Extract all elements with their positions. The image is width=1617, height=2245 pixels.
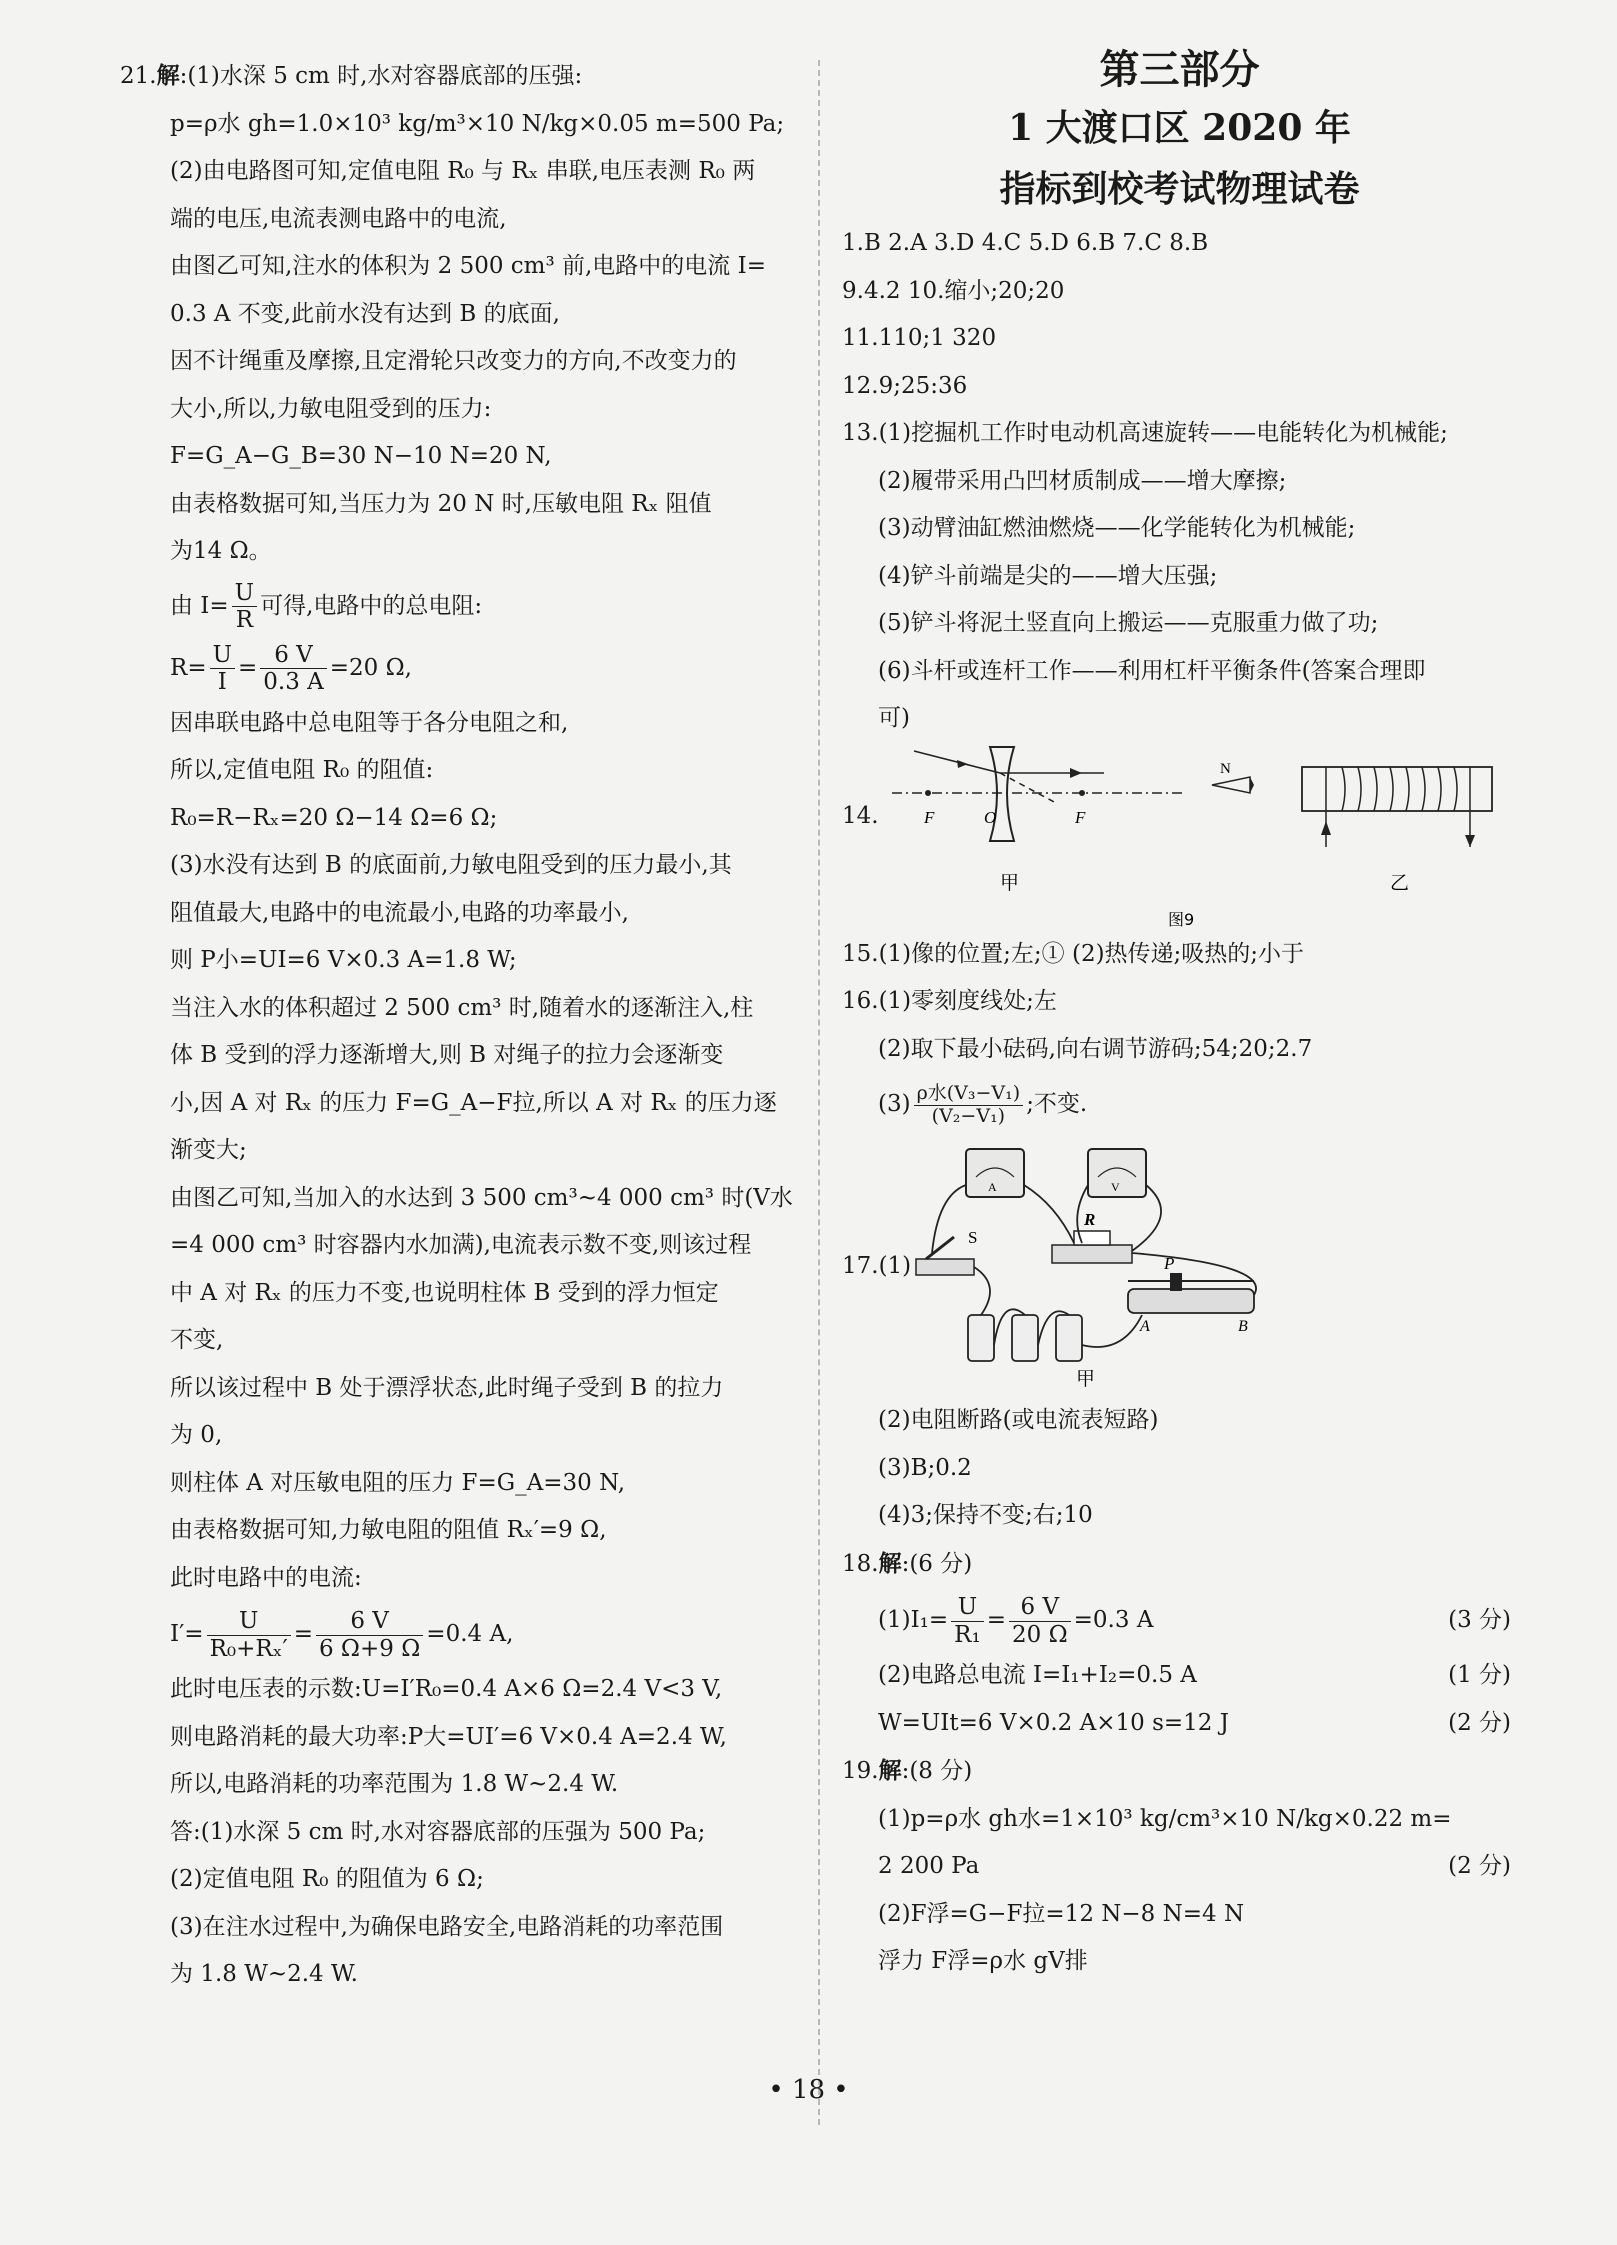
center-label: O <box>984 807 997 827</box>
text-line: 因不计绳重及摩擦,且定滑轮只改变力的方向,不改变力的 <box>170 348 737 374</box>
answer-line: 15.(1)像的位置;左;① (2)热传递;吸热的;小于 <box>842 940 1305 967</box>
answer-line: (4)3;保持不变;右;10 <box>878 1502 1093 1528</box>
compass-needle-tip <box>1250 777 1254 793</box>
incident-ray <box>914 751 1000 773</box>
answer-line: (3)动臂油缸燃油燃烧——化学能转化为机械能; <box>878 515 1356 541</box>
lens-diagram <box>842 743 1517 931</box>
formula-text: = <box>237 654 258 681</box>
formula-text: =0.3 A <box>1073 1607 1154 1633</box>
figure-caption: 图9 <box>1168 909 1195 929</box>
denominator: R₁ <box>954 1621 981 1648</box>
formula-text: =0.4 A, <box>426 1621 514 1647</box>
formula-text: = <box>293 1621 313 1647</box>
question-number: 17.(1) <box>842 1253 912 1279</box>
formula-text: W=UIt=6 V×0.2 A×10 s=12 J <box>878 1709 1229 1736</box>
exam-title-line1: 1 大渡口区 2020 年 <box>1008 107 1351 149</box>
formula-line <box>842 1073 1517 1135</box>
answer-line: (1)p=ρ水 gh水=1×10³ kg/cm³×10 N/kg×0.22 m= <box>878 1805 1452 1832</box>
resistor-label: R <box>1084 1210 1096 1229</box>
terminal-label: B <box>1238 1318 1248 1335</box>
text-line: :(1)水深 5 cm 时,水对容器底部的压强: <box>179 63 583 89</box>
numerator: U <box>951 1594 984 1621</box>
text-line: 则柱体 A 对压敏电阻的压力 F=G_A=30 N, <box>170 1469 626 1496</box>
points: (2 分) <box>1448 1853 1511 1879</box>
solenoid <box>1302 767 1492 811</box>
column-divider <box>818 60 820 2125</box>
current-arrow <box>1465 835 1475 847</box>
answer-line: (2)电阻断路(或电流表短路) <box>878 1407 1159 1433</box>
points: (1 分) <box>1448 1662 1511 1688</box>
figure-label: 甲 <box>1076 1368 1096 1390</box>
text-line: 由表格数据可知,力敏电阻的阻值 Rₓ′=9 Ω, <box>170 1517 607 1543</box>
numerator: 6 V <box>260 642 327 669</box>
circuit-diagram <box>842 1135 1517 1397</box>
answer-line: 可) <box>878 705 910 731</box>
answer-line: (4)铲斗前端是尖的——增大压强; <box>878 562 1218 589</box>
formula-text: =20 Ω, <box>329 654 412 681</box>
formula-text: (3) <box>878 1091 911 1117</box>
battery <box>1056 1315 1082 1361</box>
formula-line <box>842 1588 1517 1652</box>
ammeter-label: A <box>988 1180 997 1194</box>
question-number: 18. <box>842 1550 879 1577</box>
rheostat <box>1128 1289 1254 1313</box>
text-line: 答:(1)水深 5 cm 时,水对容器底部的压强为 500 Pa; <box>170 1818 706 1845</box>
text-line: 则 P小=UI=6 V×0.3 A=1.8 W; <box>170 947 517 973</box>
formula-text: 可得,电路中的总电阻: <box>260 592 483 619</box>
switch-label: S <box>968 1228 978 1247</box>
score-text: :(8 分) <box>901 1758 973 1784</box>
text-line: =4 000 cm³ 时容器内水加满),电流表示数不变,则该过程 <box>170 1232 752 1258</box>
figure-17 <box>842 1135 1517 1397</box>
text-line: 为14 Ω。 <box>170 538 272 564</box>
answer-line: (2)F浮=G−F拉=12 N−8 N=4 N <box>878 1900 1245 1927</box>
answer-line: 9.4.2 10.缩小;20;20 <box>842 277 1065 304</box>
text-line: 渐变大; <box>170 1137 247 1163</box>
numerator: 6 V <box>1009 1594 1071 1621</box>
formula-text: (1)I₁= <box>878 1607 949 1633</box>
text-line: (3)水没有达到 B 的底面前,力敏电阻受到的压力最小,其 <box>170 852 732 878</box>
terminal-label: A <box>1140 1318 1150 1335</box>
answer-line: 浮力 F浮=ρ水 gV排 <box>878 1948 1088 1974</box>
section-title: 第三部分 <box>1099 47 1260 93</box>
answer-line: 12.9;25:36 <box>842 372 968 399</box>
answer-line <box>842 1843 1517 1891</box>
question-number: 19. <box>842 1758 879 1784</box>
formula-text: ;不变. <box>1026 1091 1088 1117</box>
text-line: (2)定值电阻 R₀ 的阻值为 6 Ω; <box>170 1866 484 1892</box>
focus-point <box>925 790 931 796</box>
coil-windings <box>1326 767 1470 823</box>
denominator: 20 Ω <box>1012 1621 1068 1648</box>
slider-label: P <box>1164 1254 1175 1273</box>
points: (3 分) <box>1448 1607 1511 1633</box>
compass-needle <box>1212 777 1250 793</box>
voltmeter-label: V <box>1111 1180 1120 1194</box>
question-number: 21. <box>120 63 157 89</box>
text-line: 此时电压表的示数:U=I′R₀=0.4 A×6 Ω=2.4 V<3 V, <box>170 1676 723 1702</box>
numerator: ρ水(V₃−V₁) <box>914 1083 1024 1106</box>
numerator: 6 V <box>316 1608 423 1635</box>
solution-label: 解 <box>878 1549 902 1577</box>
figure-label: 乙 <box>1390 871 1410 894</box>
text-line: 所以,电路消耗的功率范围为 1.8 W~2.4 W. <box>170 1771 619 1797</box>
q19-header <box>842 1747 1517 1796</box>
answer-line: (2)取下最小砝码,向右调节游码;54;20;2.7 <box>878 1035 1313 1062</box>
answer-line: 16.(1)零刻度线处;左 <box>842 988 1057 1014</box>
numerator: U <box>232 580 257 607</box>
fraction <box>316 1608 423 1662</box>
fraction <box>210 642 235 696</box>
text-line: (3)在注水过程中,为确保电路安全,电路消耗的功率范围 <box>170 1913 724 1940</box>
answer-line: 13.(1)挖掘机工作时电动机高速旋转——电能转化为机械能; <box>842 420 1448 446</box>
current-arrow <box>1321 821 1331 835</box>
answer-line <box>842 1652 1517 1700</box>
answer-line <box>842 1700 1517 1748</box>
ray-arrow <box>1070 768 1082 778</box>
north-label: N <box>1220 760 1231 777</box>
denominator: (V₂−V₁) <box>931 1104 1006 1127</box>
fraction <box>232 580 257 634</box>
text-line: (2)由电路图可知,定值电阻 R₀ 与 Rₓ 串联,电压表测 R₀ 两 <box>170 158 756 184</box>
formula-text: R= <box>170 654 207 681</box>
right-column <box>842 47 1517 1986</box>
figure-label: 甲 <box>1000 871 1020 894</box>
text-line: 则电路消耗的最大功率:P大=UI′=6 V×0.4 A=2.4 W, <box>170 1723 727 1750</box>
rheostat-slider <box>1170 1273 1182 1291</box>
left-column <box>120 52 810 1999</box>
fraction <box>1009 1594 1071 1648</box>
q21-header <box>120 52 810 101</box>
text-line: 体 B 受到的浮力逐渐增大,则 B 对绳子的拉力会逐渐变 <box>170 1042 724 1068</box>
fraction <box>207 1608 291 1662</box>
score-text: :(6 分) <box>901 1550 973 1577</box>
text-line: 由表格数据可知,当压力为 20 N 时,压敏电阻 Rₓ 阻值 <box>170 490 712 517</box>
formula-text: (2)电路总电流 I=I₁+I₂=0.5 A <box>878 1662 1197 1688</box>
focus-point <box>1079 790 1085 796</box>
text-line: 中 A 对 Rₓ 的压力不变,也说明柱体 B 受到的浮力恒定 <box>170 1279 719 1306</box>
battery <box>968 1315 994 1361</box>
solution-label: 解 <box>156 62 180 89</box>
text-line: p=ρ水 gh=1.0×10³ kg/m³×10 N/kg×0.05 m=500 Pa; <box>170 110 785 137</box>
fraction <box>260 642 327 696</box>
answer-line: (2)履带采用凸凹材质制成——增大摩擦; <box>878 467 1287 494</box>
text-line: R₀=R−Rₓ=20 Ω−14 Ω=6 Ω; <box>170 804 498 831</box>
resistor-base <box>1052 1245 1132 1263</box>
answer-line: (6)斗杆或连杆工作——利用杠杆平衡条件(答案合理即 <box>878 657 1426 684</box>
formula-line <box>120 576 810 636</box>
text-line: 不变, <box>170 1327 224 1353</box>
formula-text: 由 I= <box>170 592 229 619</box>
denominator: R₀+Rₓ′ <box>209 1635 288 1662</box>
text-line: 大小,所以,力敏电阻受到的压力: <box>170 395 492 422</box>
focus-label: F <box>924 807 935 827</box>
q18-header <box>842 1540 1517 1589</box>
switch-base <box>916 1259 974 1275</box>
answer-line: (5)铲斗将泥土竖直向上搬运——克服重力做了功; <box>878 610 1379 636</box>
text-line: 为 1.8 W~2.4 W. <box>170 1961 358 1987</box>
numerator: U <box>207 1608 291 1635</box>
focus-label: F <box>1075 807 1086 827</box>
formula-line <box>120 636 810 700</box>
denominator: I <box>217 669 227 695</box>
answer-line: 11.110;1 320 <box>842 325 997 351</box>
formula-text: 2 200 Pa <box>878 1853 980 1879</box>
switch-lever <box>926 1237 954 1259</box>
answer-line: 1.B 2.A 3.D 4.C 5.D 6.B 7.C 8.B <box>842 230 1209 256</box>
text-line: 由图乙可知,当加入的水达到 3 500 cm³~4 000 cm³ 时(V水 <box>170 1184 793 1211</box>
denominator: 0.3 A <box>263 669 324 695</box>
page-number: • 18 • <box>768 2075 849 2105</box>
solution-label: 解 <box>878 1757 902 1784</box>
text-line: 0.3 A 不变,此前水没有达到 B 的底面, <box>170 300 560 327</box>
fraction <box>914 1083 1024 1128</box>
text-line: 所以,定值电阻 R₀ 的阻值: <box>170 757 434 783</box>
fraction <box>951 1594 984 1648</box>
text-line: 此时电路中的电流: <box>170 1564 362 1591</box>
text-line: 阻值最大,电路中的电流最小,电路的功率最小, <box>170 899 629 926</box>
formula-line <box>120 1602 810 1666</box>
exam-title-line2: 指标到校考试物理试卷 <box>999 168 1360 210</box>
text-line: 当注入水的体积超过 2 500 cm³ 时,随着水的逐渐注入,柱 <box>170 994 754 1021</box>
question-number: 14. <box>842 802 879 829</box>
text-line: 所以该过程中 B 处于漂浮状态,此时绳子受到 B 的拉力 <box>170 1374 724 1401</box>
text-line: 因串联电路中总电阻等于各分电阻之和, <box>170 709 569 736</box>
formula-text: = <box>986 1607 1006 1633</box>
formula-text: I′= <box>170 1621 204 1647</box>
ray-arrow <box>957 760 968 768</box>
text-line: 小,因 A 对 Rₓ 的压力 F=G_A−F拉,所以 A 对 Rₓ 的压力逐 <box>170 1089 777 1116</box>
text-line: 为 0, <box>170 1422 223 1448</box>
answer-line: (3)B;0.2 <box>878 1454 972 1481</box>
numerator: U <box>210 642 235 669</box>
figure-14 <box>842 743 1517 931</box>
battery <box>1012 1315 1038 1361</box>
text-line: 端的电压,电流表测电路中的电流, <box>170 205 507 232</box>
text-line: F=G_A−G_B=30 N−10 N=20 N, <box>170 443 552 469</box>
denominator: R <box>235 607 254 633</box>
denominator: 6 Ω+9 Ω <box>318 1635 421 1662</box>
text-line: 由图乙可知,注水的体积为 2 500 cm³ 前,电路中的电流 I= <box>170 253 766 279</box>
points: (2 分) <box>1448 1709 1511 1736</box>
